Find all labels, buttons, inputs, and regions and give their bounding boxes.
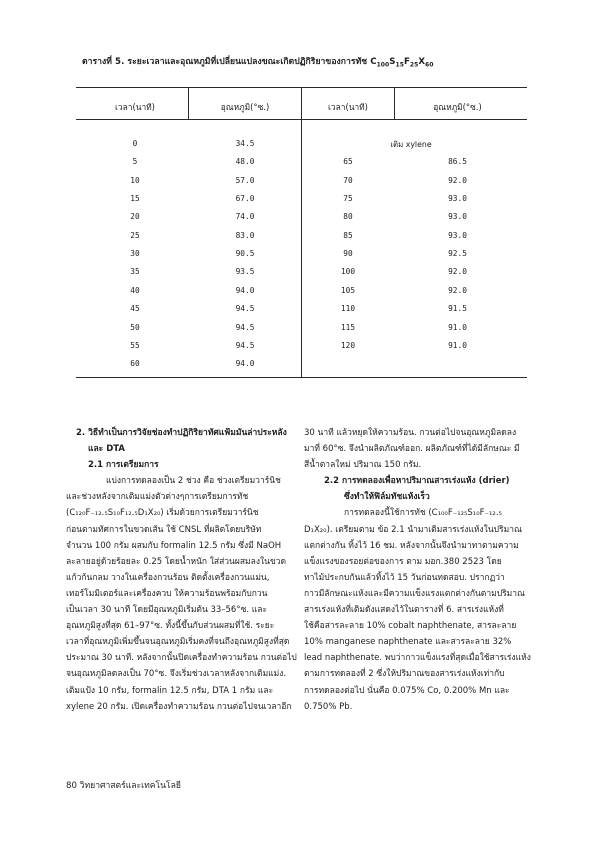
- text-line: ประมาณ 30 นาที. หลังจากนั้นปิดเครื่องทำความร้อน กวนต่อไป: [66, 653, 297, 664]
- text-line: 10% manganese naphthenate และสารละลาย 32%: [304, 637, 512, 648]
- table-caption: [82, 54, 433, 69]
- text-line: ซึ่งทำให้ฟิล์มทัชแห้งเร็ว: [344, 492, 430, 503]
- formula-subscript: 100: [376, 61, 390, 69]
- text-line: ตามการทดลองที่ 2 ซึ่งให้ปริมาณของสารเร่งแห้งเท่ากับ: [304, 669, 505, 680]
- text-line: ใช้คือสารละลาย 10% cobalt naphthenate, สารละลาย: [304, 621, 517, 632]
- text-line: แตกต่างกัน ทิ้งไว้ 16 ชม. หลังจากนั้นจึงนำมาทาตามความ: [304, 540, 519, 551]
- cell-temp-left: 83.0: [235, 230, 255, 240]
- cell-time-left: 0: [132, 139, 138, 148]
- cell-time-left: 10: [130, 175, 140, 185]
- cell-temp-left: 90.5: [235, 249, 255, 259]
- text-line: เทอร์โมมิเตอร์และเครื่องควบ ให้ความร้อนพร้อมกับกวน: [66, 588, 268, 599]
- cell-temp-left: 94.5: [235, 340, 255, 350]
- cell-time-left: 60: [130, 359, 140, 369]
- cell-temp-left: 94.5: [235, 304, 255, 314]
- cell-time-left: 5: [132, 157, 138, 167]
- formula-subscript: 15: [395, 61, 404, 69]
- header-temp-right: อุณหภูมิ(°ซ.): [433, 102, 482, 112]
- cell-time-right: 65: [343, 157, 353, 167]
- text-line: เติมแป้ง 10 กรัม, formalin 12.5 กรัม, DTA 1 กรัม และ: [66, 685, 274, 696]
- cell-time-right: 70: [343, 175, 353, 185]
- text-line: lead naphthenate. พบว่ากาวแข็งแรงที่สุดเมื่อใช้สารเร่งแห้ง: [304, 653, 531, 664]
- cell-temp-right: 93.0: [448, 212, 467, 222]
- cell-time-right: 85: [343, 230, 353, 240]
- formula-letter: S: [389, 57, 396, 67]
- cell-time-right: 120: [340, 340, 356, 350]
- text-line: อุณหภูมิสูงที่สุด 61–97°ซ. ทั้งนี้ขึ้นกับส่วนผสมที่ใช้. ระยะ: [66, 621, 275, 632]
- text-line: ละลายอยู่ด้วยร้อยละ 0.25 โดยน้ำหนัก ใส่ส่วนผสมลงในขวด: [66, 556, 287, 567]
- cell-temp-left: 48.0: [235, 157, 255, 167]
- text-line: การทดลองต่อไป นั่นคือ 0.075% Co, 0.200% Mn และ: [304, 685, 510, 696]
- cell-temp-right: 93.0: [448, 230, 467, 240]
- cell-time-left: 25: [130, 230, 140, 240]
- text-line: (C₁₂₀F₋₁₂.₅S₁₀F₁₂.₅D₁X₂₀) เริ่มด้วยการเตรียมวาร์นิช: [66, 508, 259, 519]
- cell-time-left: 40: [130, 285, 140, 295]
- formula-letter: F: [403, 57, 410, 67]
- text-line: 2. วิธีทำเป็นการวิจัยช่องทำปฏิกิริยาทัศแฟ้มมันล่าประหลัง: [76, 428, 287, 438]
- table-caption-formula: [377, 57, 434, 67]
- cell-time-right: 80: [343, 212, 353, 222]
- formula-letter: X: [418, 57, 426, 67]
- cell-temp-right: 86.5: [448, 157, 467, 167]
- text-line: ทาไม้ประกบกันแล้วทิ้งไว้ 15 วันก่อนทดสอบ. ปรากฏว่า: [304, 572, 505, 583]
- text-line: สารเร่งแห้งที่เติมดังแสดงไว้ในตารางที่ 6. สารเร่งแห้งที่: [304, 605, 504, 616]
- cell-temp-right: 93.0: [448, 194, 467, 204]
- cell-temp-right: 92.0: [448, 285, 467, 295]
- cell-time-left: 15: [130, 194, 140, 204]
- text-line: แข็งแรงของรอยต่อของการ ตาม มอก.380 2523 โดย: [304, 556, 502, 567]
- header-time-right: เวลา(นาที): [328, 102, 368, 112]
- cell-temp-left: 57.0: [235, 175, 255, 185]
- text-line: มาที่ 60°ซ. จึงนำผลิตภัณฑ์ออก. ผลิตภัณฑ์ที่ได้มีลักษณะ มี: [304, 444, 520, 455]
- text-line: เป็นเวลา 30 นาที โดยมีอุณหภูมิเริ่มต้น 33–56°ซ. และ: [66, 605, 268, 616]
- body-left-column: [66, 425, 298, 715]
- text-line: 30 นาที แล้วหยุดให้ความร้อน. กวนต่อไปจนอุณหภูมิลดลง: [304, 428, 517, 438]
- cell-temp-left: 94.5: [235, 322, 255, 332]
- cell-time-left: 30: [130, 249, 140, 259]
- cell-time-left: 50: [130, 322, 140, 332]
- text-line: แก้วก้นกลม วางในเครื่องกวนร้อน ติดตั้งเครื่องกวนแม่น,: [66, 572, 270, 583]
- cell-temp-left: 34.5: [235, 139, 255, 148]
- cell-temp-right: 92.0: [448, 175, 467, 185]
- cell-xylene-note: เติม xylene: [390, 140, 432, 149]
- cell-time-left: 20: [130, 212, 140, 222]
- cell-time-left: 45: [130, 304, 140, 314]
- cell-time-right: 105: [340, 285, 356, 295]
- text-line: 0.750% Pb.: [304, 701, 353, 712]
- cell-time-right: 115: [340, 322, 356, 332]
- cell-time-left: 55: [130, 340, 140, 350]
- text-line: 2.1 การเตรียมการ: [88, 460, 159, 471]
- formula-subscript: 60: [425, 61, 434, 69]
- cell-temp-left: 93.5: [235, 267, 255, 277]
- cell-temp-left: 67.0: [235, 194, 255, 204]
- cell-time-right: 110: [340, 304, 356, 314]
- cell-temp-left: 94.0: [235, 359, 255, 369]
- text-line: ก่อนตามทัศการในขวดเส้น ใช้ CNSL ที่ผลิตโดยบริษัท: [66, 524, 262, 535]
- text-line: D₁X₂₀). เตรียมตาม ข้อ 2.1 นำมาเติมสารเร่งแห้งในปริมาณ: [304, 524, 522, 535]
- cell-time-right: 90: [343, 249, 353, 259]
- text-line: สีน้ำตาลใหม่ ปริมาณ 150 กรัม.: [304, 460, 422, 471]
- text-line: จนอุณหภูมิลดลงเป็น 70°ซ. จึงเริ่มช่วงเวลาหลังจากเติมแม่ง.: [66, 669, 287, 680]
- header-temp-left: อุณหภูมิ(°ซ.): [220, 102, 270, 112]
- cell-temp-left: 94.0: [235, 285, 255, 295]
- text-line: แบ่งการทดลองเป็น 2 ช่วง คือ ช่วงเตรียมวาร์นิช: [106, 476, 281, 487]
- text-line: และ DTA: [88, 444, 125, 455]
- text-line: เวลาที่อุณหภูมิเพิ่มขึ้นจนอุณหภูมิเริ่มคงที่จนถึงอุณหภูมิสูงที่สุด: [66, 637, 290, 648]
- page-footer: 80 วิทยาศาสตร์และเทคโนโลยี: [66, 781, 181, 791]
- formula-subscript: 25: [409, 61, 419, 69]
- text-line: กาวมีลักษณะแห้งและมีความแข็งแรงแตกต่างกันตามปริมาณ: [304, 588, 525, 599]
- cell-temp-right: 91.0: [448, 340, 467, 350]
- text-line: xylene 20 กรัม. เปิดเครื่องทำความร้อน กวนต่อไปจนเวลาอีก: [66, 701, 292, 712]
- header-time-left: เวลา(นาที): [115, 102, 155, 112]
- cell-temp-right: 92.5: [448, 249, 467, 259]
- cell-time-right: 100: [340, 267, 356, 277]
- table-bottom-rule: [76, 377, 527, 378]
- text-line: จำนวน 100 กรัม ผสมกับ formalin 12.5 กรัม ซึ่งมี NaOH: [66, 540, 282, 551]
- text-line: การทดลองนี้ใช้การทัช (C₁₀₀F₋₁₂₅S₁₀F₋₁₂.₅: [344, 508, 502, 519]
- text-line: 2.2 การทดลองเพื่อหาปริมาณสารเร่งแห้ง (drier): [324, 476, 510, 487]
- cell-temp-right: 92.0: [448, 267, 467, 277]
- body-right-column: [304, 425, 540, 715]
- cell-time-right: 75: [343, 194, 353, 204]
- table-caption-text: ตารางที่ 5. ระยะเวลาและอุณหภูมิที่เปลี่ยนแปลงขณะเกิดปฏิกิริยาของการทัช C: [82, 57, 377, 67]
- cell-temp-right: 91.0: [448, 322, 467, 332]
- cell-time-left: 35: [130, 267, 140, 277]
- cell-temp-right: 91.5: [448, 304, 467, 314]
- text-line: และช่วงหลังจากเติมแม่งตัวต่างๆการเตรียมการทัช: [66, 492, 249, 503]
- cell-temp-left: 74.0: [235, 212, 255, 222]
